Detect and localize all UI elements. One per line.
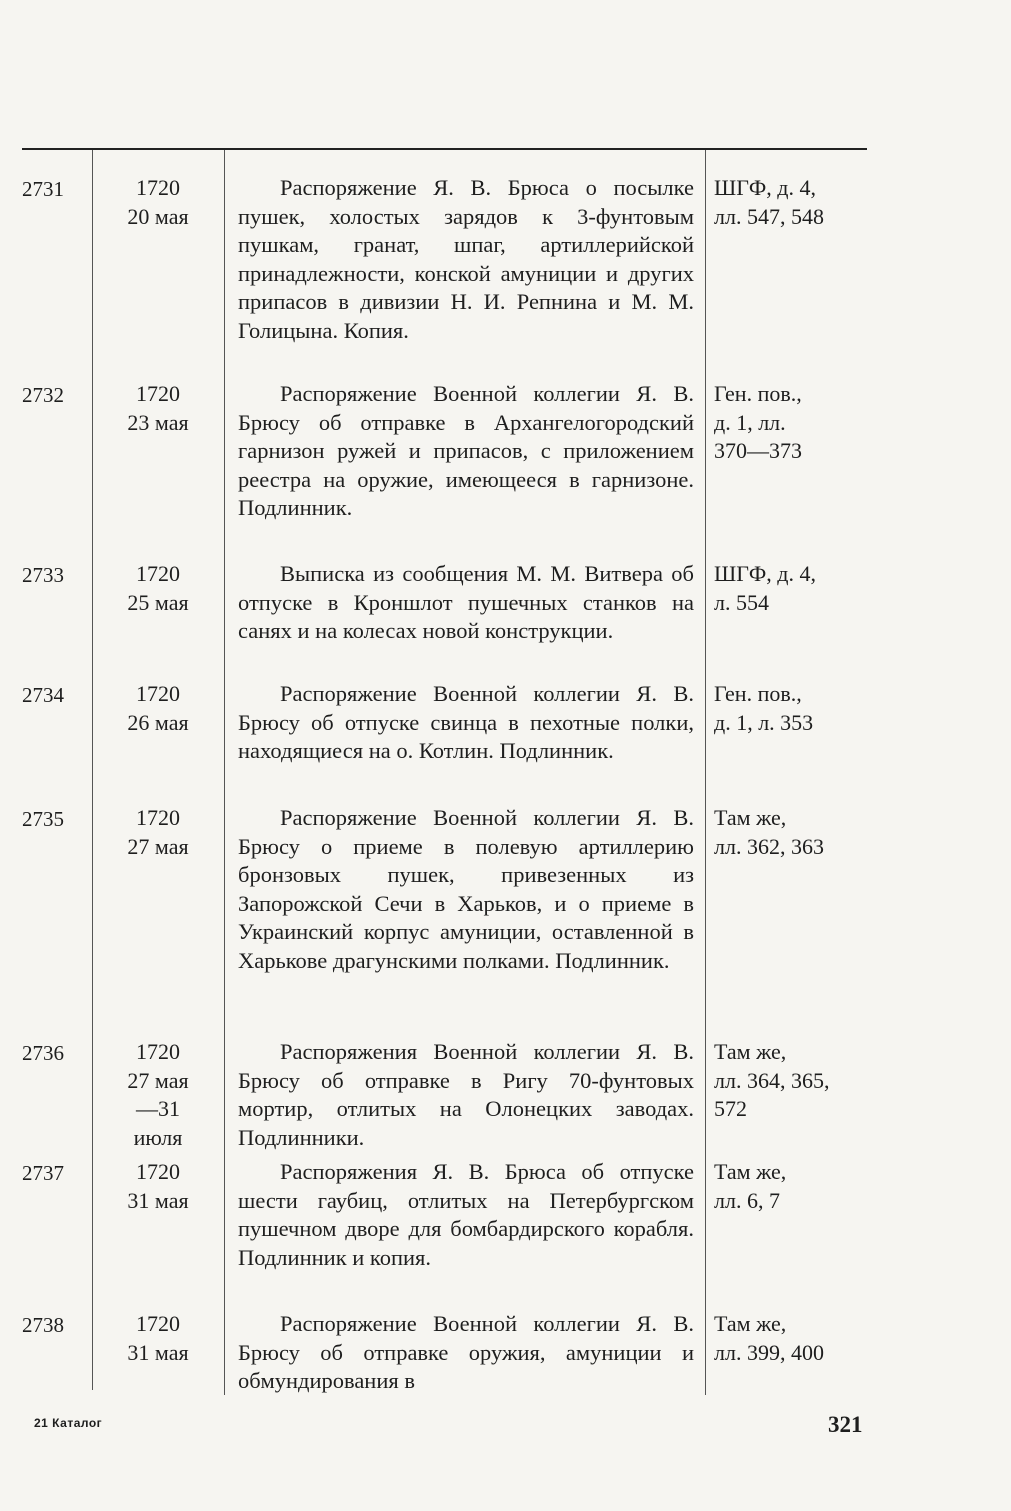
entry-description: Распоряжение Военной коллегии Я. В. Брюсу об отправке оружия, амуниции и обмундирования в xyxy=(238,1311,694,1393)
page-number: 321 xyxy=(828,1412,863,1437)
entry-reference: Там же, лл. 364, 365, 572 xyxy=(714,1039,830,1121)
entry-reference: ШГФ, д. 4, лл. 547, 548 xyxy=(714,175,824,229)
entry-description: Распоряжение Военной коллегии Я. В. Брюсу об отправке в Архангелогородский гарнизон ружей и припасов, с приложением реестра на оружие, имеющееся в гарнизоне. Подлинник. xyxy=(238,381,694,520)
entry-reference: Ген. пов., д. 1, л. 353 xyxy=(714,681,814,735)
signature-mark: 21 Каталог xyxy=(34,1416,103,1430)
entry-date: 1720 26 мая xyxy=(127,681,189,735)
entry-number: 2732 xyxy=(22,383,64,407)
entry-description: Выписка из сообщения М. М. Витвера об отпуске в Кроншлот пушечных станков на санях и на колесах новой конструкции. xyxy=(238,561,694,643)
entry-reference: Там же, лл. 399, 400 xyxy=(714,1311,824,1365)
entry-description: Распоряжение Военной коллегии Я. В. Брюсу о приеме в полевую артиллерию бронзовых пушек, привезенных из Запорожской Сечи в Харьков, и о приеме в Украинский корпус амуниции, оставленной в Харькове драгунскими полками. Подлинник. xyxy=(238,805,694,973)
entry-date: 1720 20 мая xyxy=(127,175,189,229)
entry-date: 1720 23 мая xyxy=(127,381,189,435)
entry-date: 1720 31 мая xyxy=(127,1159,189,1213)
entry-description: Распоряжение Я. В. Брюса о посылке пушек, холостых зарядов к 3-фунтовым пушкам, гранат, шпаг, артиллерийской принадлежности, конской амуниции и других припасов в дивизии Н. И. Репнина и М. М. Голицына. Копия. xyxy=(238,175,694,343)
entry-number: 2736 xyxy=(22,1041,64,1065)
table-top-rule xyxy=(22,148,867,150)
column-divider-description xyxy=(705,150,706,1395)
entry-number: 2733 xyxy=(22,563,64,587)
entry-number: 2735 xyxy=(22,807,64,831)
entry-description: Распоряжение Военной коллегии Я. В. Брюсу об отпуске свинца в пехотные полки, находящиеся на о. Котлин. Подлинник. xyxy=(238,681,694,763)
entry-description: Распоряжения Я. В. Брюса об отпуске шести гаубиц, отлитых на Петербургском пушечном дворе для бомбардирского корабля. Подлинник и копия. xyxy=(238,1159,694,1270)
entry-reference: ШГФ, д. 4, л. 554 xyxy=(714,561,816,615)
entry-number: 2738 xyxy=(22,1313,64,1337)
entry-reference: Там же, лл. 362, 363 xyxy=(714,805,824,859)
entry-date: 1720 27 мая —31 июля xyxy=(127,1039,189,1150)
column-divider-date xyxy=(224,150,225,1395)
column-divider-number xyxy=(92,150,93,1390)
entry-description: Распоряжения Военной коллегии Я. В. Брюсу об отправке в Ригу 70-фунтовых мортир, отлитых на Олонецких заводах. Подлинники. xyxy=(238,1039,694,1150)
entry-number: 2734 xyxy=(22,683,64,707)
entry-number: 2731 xyxy=(22,177,64,201)
entry-date: 1720 27 мая xyxy=(127,805,189,859)
entry-number: 2737 xyxy=(22,1161,64,1185)
entry-reference: Ген. пов., д. 1, лл. 370—373 xyxy=(714,381,802,463)
entry-date: 1720 31 мая xyxy=(127,1311,189,1365)
entry-reference: Там же, лл. 6, 7 xyxy=(714,1159,787,1213)
entry-date: 1720 25 мая xyxy=(127,561,189,615)
